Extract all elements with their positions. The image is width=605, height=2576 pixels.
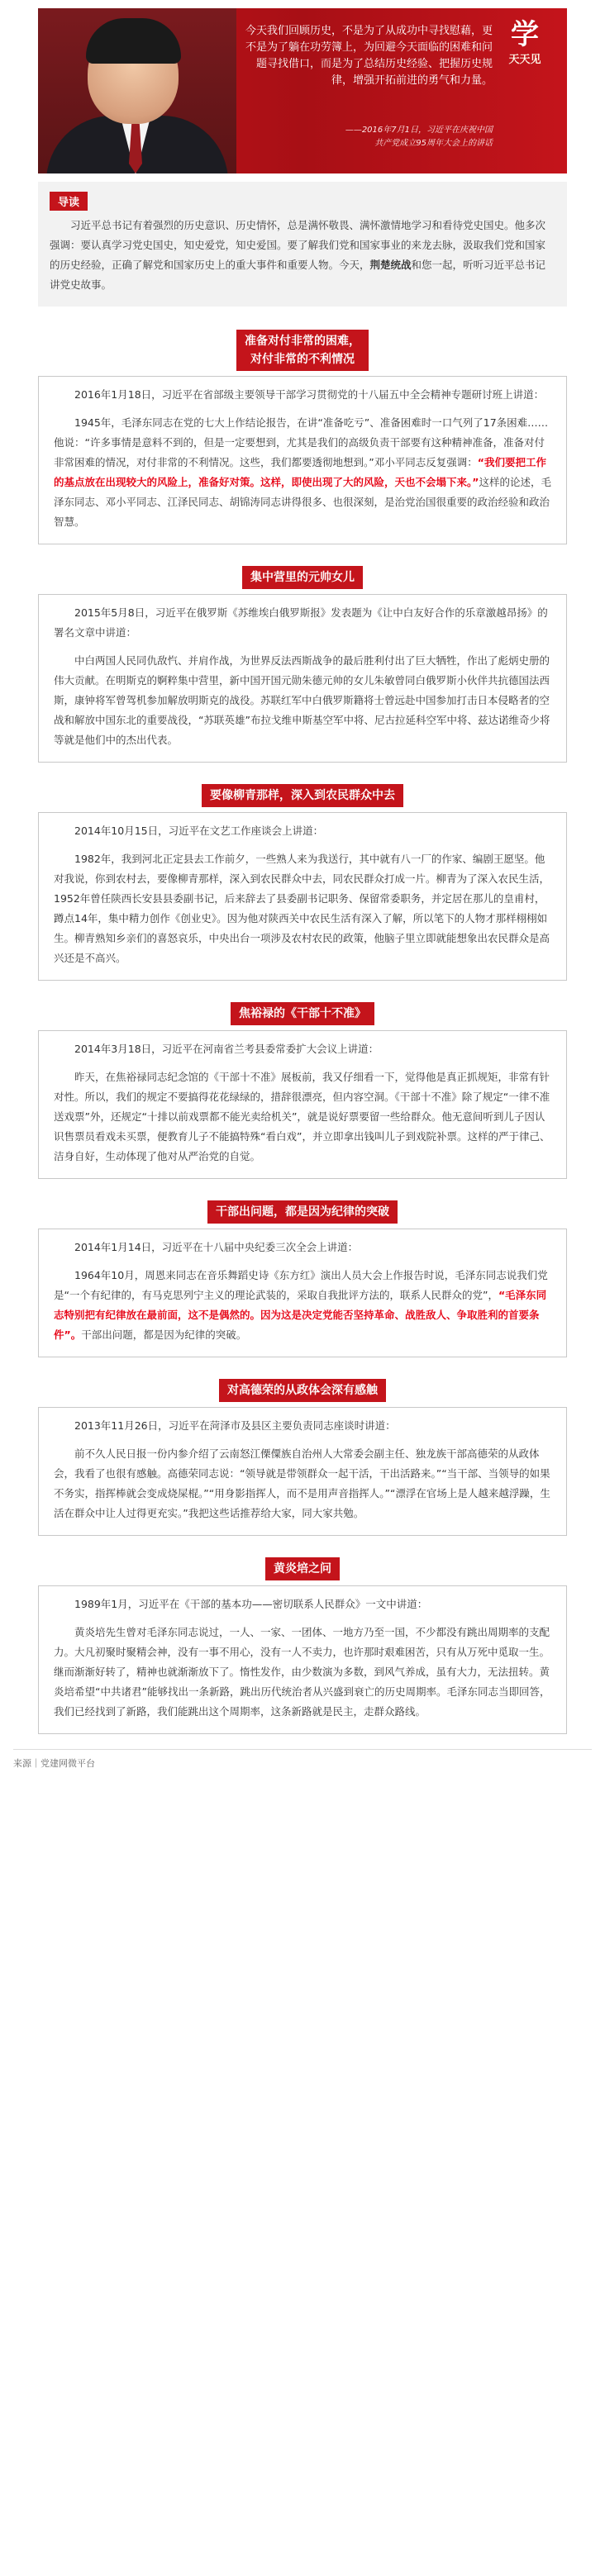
brand-logo bbox=[496, 17, 554, 99]
banner-signature: ——2016年7月1日，习近平在庆祝中国 共产党成立95周年大会上的讲话 bbox=[345, 126, 493, 148]
story-section bbox=[38, 1002, 567, 1179]
section-title: 黄炎培之问 bbox=[265, 1557, 340, 1580]
section-lead: 2014年3月18日，习近平在河南省兰考县委常委扩大会议上讲道： bbox=[74, 1043, 379, 1055]
story-section bbox=[38, 784, 567, 981]
logo-text: 天天见 bbox=[508, 54, 541, 66]
highlight-quote: “我们要把工作的基点放在出现较大的风险上，准备好对策。这样，即使出现了大的风险，天也不会塌下来。” bbox=[54, 456, 546, 488]
section-paragraph: 黄炎培先生曾对毛泽东同志说过，一人、一家、一团体、一地方乃至一国，不少都没有跳出周期率的支配力。大凡初聚时聚精会神，没有一事不用心，没有一人不卖力，也许那时艰难困苦，只有从万死中觅取一生。继而渐渐好转了，精神也就渐渐放下了。惰性发作，由少数演为多数，到风气养成，虽有大力，无法扭转。黄炎培希望“中共诸君”能够找出一条新路，跳出历代统治者从兴盛到衰亡的历史周期率。毛泽东同志当即回答，我们已经找到了新路，我们能跳出这个周期率，这条新路就是民主，走群众路线。 bbox=[54, 1626, 550, 1718]
source-footer: 来源｜党建网微平台 bbox=[13, 1749, 592, 1770]
section-paragraph: 1982年，我到河北正定县去工作前夕，一些熟人来为我送行，其中就有八一厂的作家、编剧王愿坚。他对我说，你到农村去，要像柳青那样，深入到农民群众中去，同农民群众打成一片。柳青为了深入农民生活，1952年曾任陕西长安县县委副书记，后来辞去了县委副书记职务、保留常委职务，并定居在那儿的皇甫村，蹲点14年，集中精力创作《创业史》。因为他对陕西关中农民生活有深入了解，所以笔下的人物才那样栩栩如生。柳青熟知乡亲们的喜怒哀乐，中央出台一项涉及农村农民的政策，他脑子里立即就能想象出农民群众是高兴还是不高兴。 bbox=[54, 853, 550, 964]
intro-text: 习近平总书记有着强烈的历史意识、历史情怀，总是满怀敬畏、满怀激情地学习和看待党史国史。他多次强调：要认真学习党史国史，知史爱党，知史爱国。要了解我们党和国家事业的来龙去脉，汲取我们党和国家的历史经验，正确了解党和国家历史上的重大事件和重要人物。今天，荆楚统战和您一起，听听习近平总书记讲党史故事。 bbox=[50, 219, 546, 291]
section-lead: 1989年1月，习近平在《干部的基本功——密切联系人民群众》一文中讲道： bbox=[74, 1598, 428, 1610]
section-title: 要像柳青那样，深入到农民群众中去 bbox=[202, 784, 403, 807]
section-body bbox=[38, 1585, 567, 1734]
intro-bold-name: 荆楚统战 bbox=[369, 259, 412, 271]
section-body bbox=[38, 812, 567, 981]
section-title: 集中营里的元帅女儿 bbox=[242, 566, 363, 589]
section-paragraph: 1964年10月，周恩来同志在音乐舞蹈史诗《东方红》演出人员大会上作报告时说，毛泽东同志说我们党是“一个有纪律的，有马克思列宁主义的理论武装的，采取自我批评方法的，联系人民群众的党”，“毛泽东同志特别把有纪律放在最前面，这不是偶然的。因为这是决定党能否坚持革命、战胜敌人、争取胜利的首要条件”。干部出问题，都是因为纪律的突破。 bbox=[54, 1269, 548, 1341]
intro-tag: 导读 bbox=[50, 192, 88, 211]
story-section bbox=[38, 1379, 567, 1536]
section-lead: 2014年10月15日，习近平在文艺工作座谈会上讲道： bbox=[74, 825, 324, 837]
section-paragraph: 前不久人民日报一份内参介绍了云南怒江傈僳族自治州人大常委会副主任、独龙族干部高德荣的从政体会，我看了也很有感触。高德荣同志说：“领导就是带领群众一起干活，干出活路来。”“当干部、当领导的如果不务实，指挥棒就会变成烧屎棍。”“用身影指挥人，而不是用声音指挥人。”“漂浮在官场上是人越来越浮躁，生活在群众中让人过得更充实。”我把这些话推荐给大家，同大家共勉。 bbox=[54, 1447, 550, 1519]
section-title: 准备对付非常的困难， 对付非常的不利情况 bbox=[236, 330, 369, 371]
section-paragraph: 昨天，在焦裕禄同志纪念馆的《干部十不准》展板前，我又仔细看一下，觉得他是真正抓规矩，非常有针对性。所以，我们的规定不要搞得花花绿绿的，措辞很漂亮，但内容空洞。《干部十不准》除了规定“一律不准送戏票”外，还规定“十排以前戏票都不能光卖给机关”，就是说好票要留一些给群众。他无意间听到儿子因认识售票员看戏未买票，便教育儿子不能搞特殊“看白戏”，并立即拿出钱叫儿子到戏院补票。这样的严于律己、洁身自好，生动体现了他对从严治党的自觉。 bbox=[54, 1071, 550, 1162]
banner-quote: 今天我们回顾历史，不是为了从成功中寻找慰藉，更不是为了躺在功劳簿上，为回避今天面临的困难和问题寻找借口，而是为了总结历史经验、把握历史规律，增强开拓前进的勇气和力量。 bbox=[245, 25, 493, 87]
story-section bbox=[38, 1200, 567, 1357]
section-body bbox=[38, 1030, 567, 1179]
story-section bbox=[38, 566, 567, 763]
section-lead: 2016年1月18日，习近平在省部级主要领导干部学习贯彻党的十八届五中全会精神专题研讨班上讲道： bbox=[74, 388, 545, 401]
story-section bbox=[38, 1557, 567, 1734]
section-title: 对高德荣的从政体会深有感触 bbox=[219, 1379, 386, 1402]
section-lead: 2015年5月8日，习近平在俄罗斯《苏维埃白俄罗斯报》发表题为《让中白友好合作的乐章激越昂扬》的署名文章中讲道： bbox=[54, 606, 548, 639]
leader-photo bbox=[38, 8, 236, 173]
section-title: 焦裕禄的《干部十不准》 bbox=[231, 1002, 374, 1025]
section-body bbox=[38, 1407, 567, 1536]
logo-mark: 学 bbox=[511, 18, 539, 51]
highlight-quote: “毛泽东同志特别把有纪律放在最前面，这不是偶然的。因为这是决定党能否坚持革命、战胜敌人、争取胜利的首要条件”。 bbox=[54, 1289, 547, 1341]
section-lead: 2013年11月26日，习近平在菏泽市及县区主要负责同志座谈时讲道： bbox=[74, 1419, 396, 1432]
section-body bbox=[38, 376, 567, 544]
section-title: 干部出问题，都是因为纪律的突破 bbox=[207, 1200, 398, 1224]
section-body bbox=[38, 594, 567, 763]
section-lead: 2014年1月14日，习近平在十八届中央纪委三次全会上讲道： bbox=[74, 1241, 359, 1253]
section-paragraph: 1945年，毛泽东同志在党的七大上作结论报告，在讲“准备吃亏”、准备困难时一口气列了17条困难……他说：“许多事情是意料不到的，但是一定要想到，尤其是我们的高级负责干部要有这种精神准备，准备对付非常困难的情况，对付非常的不利情况。这些，我们都要透彻地想到。”邓小平同志反复强调：“我们要把工作的基点放在出现较大的风险上，准备好对策。这样，即使出现了大的风险，天也不会塌下来。”这样的论述，毛泽东同志、邓小平同志、江泽民同志、胡锦涛同志讲得很多、也很深刻，是治党治国很重要的政治经验和政治智慧。 bbox=[54, 416, 551, 528]
section-paragraph: 中白两国人民同仇敌忾、并肩作战，为世界反法西斯战争的最后胜利付出了巨大牺牲，作出了彪炳史册的伟大贡献。在明斯克的婀粹集中营里，新中国开国元勋朱德元帅的女儿朱敏曾同白俄罗斯小伙伴共抗德国法西斯，康钟将军曾驾机参加解放明斯克的战役。苏联红军中白俄罗斯籍将士曾远赴中国参加打击日本侵略者的空战和解放中国东北的重要战役，“苏联英雄”布拉戈维申斯基空军中将、尼古拉延科空军中将、兹达诺维奇少将等就是他们中的杰出代表。 bbox=[54, 654, 550, 746]
intro-box bbox=[38, 182, 567, 307]
article-page bbox=[0, 8, 605, 1786]
section-body bbox=[38, 1229, 567, 1357]
header-banner bbox=[38, 8, 567, 173]
story-section bbox=[38, 330, 567, 544]
